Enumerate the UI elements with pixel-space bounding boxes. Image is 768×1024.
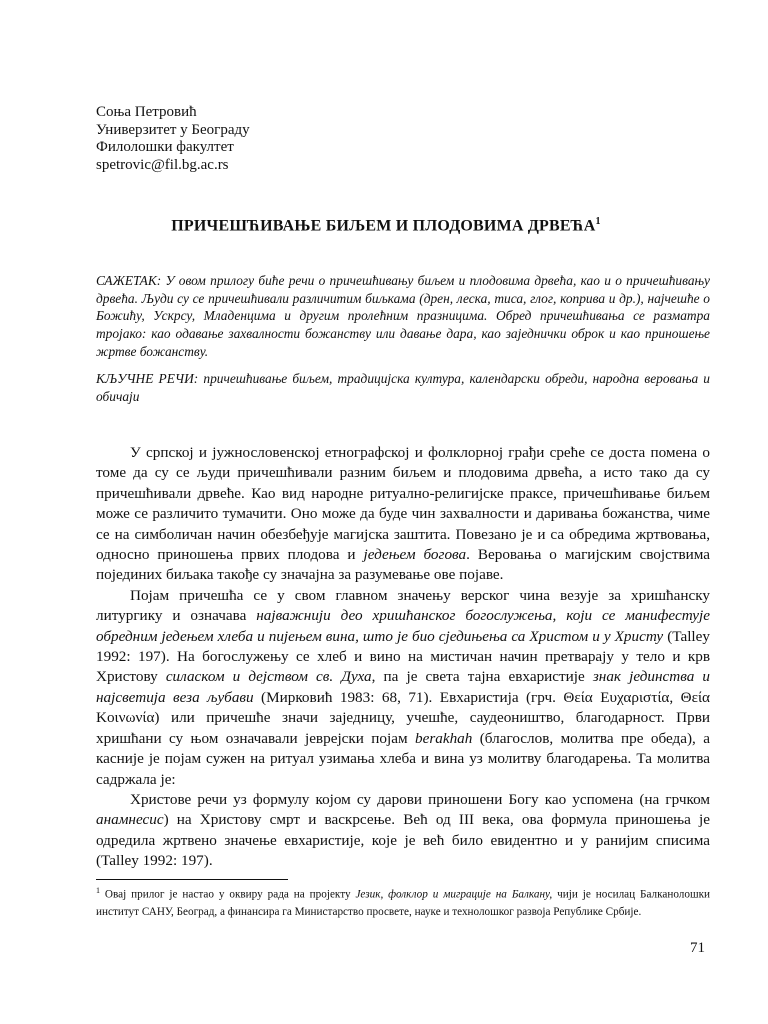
author-faculty: Филолошки факултет bbox=[96, 139, 234, 155]
paragraph-2-text: , па је света тајна евхаристије bbox=[371, 668, 593, 686]
keywords: КЉУЧНЕ РЕЧИ: причешћивање биљем, традицијска култура, календарски обреди, народна веровања и обичаји bbox=[96, 371, 710, 404]
paragraph-2-text: (Мирковић 1983: 68, 71). Евхаристија (грч. Θεία Ευχαριστία, Θεία Κοινωνία) или причешће значи заједницу, учешће, саудеоништво, благодарност. Први хришћани су њом означавали јеврејски појам bbox=[96, 688, 710, 747]
paragraph-1-text: У српској и јужнословенској етнографској и фолклорној грађи среће се доста помена о томе да су се људи причешћивали разним биљем и плодовима дрвећа, а исто тако да су причешћивали дрвеће. Као вид народне ритуално-религијске праксе, причешћивање биљем може се различито тумачити. Оно може да буде чин захвалности и даривања божанства, чиме се на симболичан начин обезбеђује магијска заштита. Повезано је и са обредима жртвовања, односно приношења првих плодова и bbox=[96, 444, 710, 564]
paragraph-3-text-end: ) на Христову смрт и васкрсење. Већ од III века, ова формула приношења је одредила жртвено значење евхаристије, које је већ било евидентно и у ранијим списима (Talley 1992: 197). bbox=[96, 811, 710, 870]
paragraph-3-emphasis: анамнесис bbox=[96, 811, 164, 829]
footnote-text: Овај прилог је настао у оквиру рада на пројекту bbox=[100, 888, 356, 901]
body-text bbox=[96, 443, 710, 872]
abstract: САЖЕТАК: У овом прилогу биће речи о причешћивању биљем и плодовима дрвећа, као и о причешћивању дрвећа. Људи су се причешћивали различитим биљкама (дрен, леска, тиса, глог, коприва и др.), најчешће о Божићу, Ускрсу, Младенцима и другим пролећним празницима. Обред причешћивања се разматра тројако: као одавање захвалности божанству или давање дара, као заједнички оброк и као приношење жртве божанству. bbox=[96, 273, 710, 359]
footnote bbox=[96, 882, 710, 921]
footnote-divider bbox=[96, 879, 288, 880]
title-footnote-ref[interactable]: 1 bbox=[595, 216, 601, 227]
paragraph-2-text-end: (благослов, молитва пре обеда), а касније је појам сужен на ритуал узимања хлеба и вина уз молитву благодарења. Та молитва садржала је: bbox=[96, 729, 710, 788]
paragraph-2-text: (Talley 1992: 197). На богослужењу се хлеб и вино на мистичан начин претварају у тело и крв Христову bbox=[96, 627, 710, 686]
article-title bbox=[96, 216, 676, 235]
footnote-marker: 1 bbox=[96, 886, 100, 895]
paragraph-1-emphasis: једењем богова bbox=[363, 546, 467, 564]
paragraph-1 bbox=[96, 443, 710, 586]
paragraph-1-text-end: . Веровања о магијским својствима појединих биљака такође су значајна за разумевање ове појаве. bbox=[96, 546, 710, 584]
paragraph-3-text: Христове речи уз формулу којом су дарови приношени Богу као успомена (на грчком bbox=[130, 790, 710, 808]
paragraph-2-text: Појам причешћа се у свом главном значењу верског чина везује за хришћанску литургику и означава bbox=[96, 586, 710, 625]
author-name: Соња Петровић bbox=[96, 104, 197, 120]
article-title-text: ПРИЧЕШЋИВАЊЕ БИЉЕМ И ПЛОДОВИМА ДРВЕЋА bbox=[171, 217, 596, 235]
footnote-text-end: чији је носилац Балканолошки институт САНУ, Београд, а финансира га Министарство просвете, науке и технолошког развоја Републике Србије. bbox=[96, 888, 710, 918]
paragraph-2-emphasis: знак јединства и најсветија веза љубави bbox=[96, 668, 710, 706]
author-block bbox=[96, 104, 250, 174]
author-university: Универзитет у Београду bbox=[96, 121, 250, 138]
footnote-project-title: Језик, фолклор и миграције на Балкану, bbox=[355, 888, 553, 901]
paragraph-2-emphasis: најважнији део хришћанског богослужења, који се манифестује обредним једењем хлеба и пијењем вина, што је био сједињења са Христом и у Христу bbox=[96, 607, 710, 645]
page-number: 71 bbox=[690, 940, 705, 956]
paragraph-2-emphasis: berakhah bbox=[414, 729, 473, 747]
paragraph-3 bbox=[96, 790, 710, 872]
paragraph-2-emphasis: силаском и дејством св. Духа bbox=[165, 668, 372, 686]
paragraph-2 bbox=[96, 586, 710, 790]
author-email[interactable]: spetrovic@fil.bg.ac.rs bbox=[96, 156, 229, 173]
